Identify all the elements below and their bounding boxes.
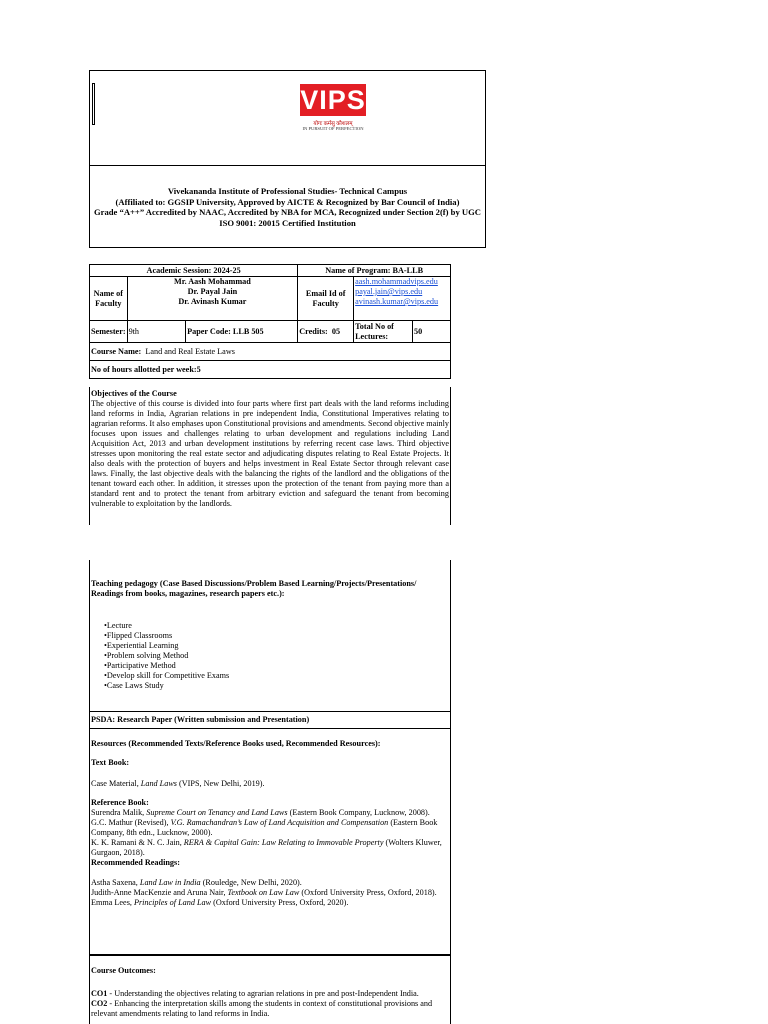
list-item: • Problem solving Method — [104, 651, 450, 661]
credits — [298, 321, 354, 343]
recommended-readings-label: Recommended Readings: — [91, 858, 180, 867]
ref-author: G.C. Mathur (Revised), — [91, 818, 171, 827]
faculty-label: Name of Faculty — [90, 277, 128, 321]
lectures-value: 50 — [413, 321, 451, 343]
ref-title: V.G. Ramachandran’s Law of Land Acquisition and Compensation — [170, 818, 389, 827]
course-name: Land and Real Estate Laws — [145, 346, 235, 356]
logo-tagline-hindi: योगः कर्मसु कौशलम् — [313, 121, 353, 127]
reference-entry — [90, 838, 450, 858]
ref-publisher: (Wolters Kluwer, Gurgaon, 2018). — [91, 838, 442, 857]
program-name: Name of Program: BA-LLB — [298, 265, 451, 277]
list-item: • Experiential Learning — [104, 641, 450, 651]
institute-iso: ISO 9001: 20015 Certified Institution — [219, 217, 356, 228]
outcome-item — [90, 989, 450, 999]
ref-publisher: (Eastern Book Company, Lucknow, 2008). — [287, 808, 430, 817]
email-link[interactable]: aash.mohammadvips.edu — [355, 277, 438, 286]
reference-entry — [90, 818, 450, 838]
academic-session: Academic Session: 2024-25 — [90, 265, 298, 277]
institute-accreditation: Grade “A++” Accredited by NAAC, Accredited by NBA for MCA, Recognized under Section 2(f) by UGC — [93, 207, 481, 218]
course-name-row — [90, 343, 451, 361]
email-label: Email Id of Faculty — [298, 277, 354, 321]
semester-label: Semester: — [90, 321, 128, 343]
reading-publisher: (Oxford University Press, Oxford, 2020). — [211, 898, 349, 907]
faculty-names — [127, 277, 298, 321]
reading-entry — [90, 878, 450, 888]
email-link[interactable]: payal.jain@vips.edu — [355, 287, 423, 296]
reading-title: Principles of Land Law — [133, 898, 212, 907]
semester-value: 9th — [127, 321, 186, 343]
reading-publisher: (Oxford University Press, Oxford, 2018). — [299, 888, 437, 897]
psda-row — [90, 711, 450, 728]
text-book-label: Text Book: — [91, 758, 130, 767]
text-book-title: Land Laws — [140, 779, 177, 788]
faculty-name: Mr. Aash Mohammad — [173, 277, 251, 286]
objectives-text: The objective of this course is divided into four parts where first part deals with the land reforms including land reforms in India, Agrarian relations in pre independent India, Constitutional Imperatives relating to agrarian reforms. It also emphases upon Constitutional provisions and amendments. Second objective mainly focuses upon issues and challenges relating to urban development and regulations including Land Acquisition Act, 2013 and urban development institutions by referring recent case laws. Third objective stresses upon monitoring the real estate sector and adjudicating disputes relating to Real Estate Projects. It also deals with the protection of buyers and helps investment in Real Estate Sector through relevant case laws. Finally, the last objective deals with the balancing the rights of the landlord and the obligations of the tenant toward each other. In addition, it stresses upon the protection of the tenant from paying more than a standard rent and to protect the tenant from arbitrary eviction and safeguard the tenant from becoming vulnerable to exploitation by the landlords. — [91, 399, 449, 508]
faculty-name: Dr. Payal Jain — [187, 287, 238, 296]
reading-entry — [90, 898, 450, 908]
header-box — [89, 70, 486, 248]
resources-title: Resources (Recommended Texts/Reference Books used, Recommended Resources): — [91, 739, 381, 748]
reading-title: Textbook on Law Law — [227, 888, 300, 897]
vips-logo: VIPS — [300, 85, 366, 115]
list-item: • Case Laws Study — [104, 681, 450, 691]
outcome-item — [90, 999, 450, 1019]
credits-value: 05 — [331, 326, 341, 336]
objectives-section — [89, 387, 451, 525]
pedagogy-title: Teaching pedagogy (Case Based Discussions/Problem Based Learning/Projects/Presentations/ Readings from books, magazines, research papers etc.): — [91, 579, 417, 598]
list-item: • Flipped Classrooms — [104, 631, 450, 641]
ref-title: Supreme Court on Tenancy and Land Laws — [146, 808, 288, 817]
text-book-publisher: (VIPS, New Delhi, 2019). — [176, 779, 265, 788]
course-info-table — [89, 264, 451, 379]
pedagogy-section — [90, 560, 450, 711]
header-left-mark — [92, 83, 95, 125]
logo-tagline: IN PURSUIT OF PERFECTION — [302, 126, 364, 131]
psda-text: PSDA: Research Paper (Written submission and Presentation) — [91, 715, 310, 724]
pedagogy-list — [90, 621, 450, 691]
reading-author: Judith-Anne MacKenzie and Aruna Nair, — [91, 888, 228, 897]
resources-section — [90, 728, 450, 954]
reading-author: Astha Saxena, — [91, 878, 140, 887]
credits-label: Credits: — [299, 326, 328, 336]
reading-publisher: (Rouledge, New Delhi, 2020). — [200, 878, 302, 887]
outcomes-title: Course Outcomes: — [91, 966, 156, 975]
outcome-label: CO1 — [91, 989, 108, 998]
reading-title: Land Law in India — [139, 878, 201, 887]
list-item: • Lecture — [104, 621, 450, 631]
outcome-text: - Enhancing the interpretation skills among the students in context of constitutional provisions and relevant amendments relating to land reforms in India. — [91, 999, 433, 1018]
institute-name: Vivekananda Institute of Professional Studies- Technical Campus — [167, 186, 408, 196]
syllabus-continued — [89, 560, 451, 1024]
institute-info — [90, 186, 485, 228]
text-book-entry — [90, 779, 450, 789]
text-book-author: Case Material, — [91, 779, 141, 788]
reading-entry — [90, 888, 450, 898]
objectives-title: Objectives of the Course — [91, 389, 177, 398]
faculty-emails — [354, 277, 451, 321]
faculty-name: Dr. Avinash Kumar — [178, 297, 247, 306]
reference-book-label: Reference Book: — [91, 798, 149, 807]
ref-title: RERA & Capital Gain: Law Relating to Immovable Property — [183, 838, 384, 847]
course-name-label: Course Name: — [91, 346, 142, 356]
outcome-label: CO2 — [91, 999, 108, 1008]
hours-per-week: No of hours allotted per week:5 — [90, 361, 451, 379]
reading-author: Emma Lees, — [91, 898, 134, 907]
ref-publisher: (Eastern Book Company, 8th edn., Lucknow, 2000). — [91, 818, 438, 837]
outcome-text: - Understanding the objectives relating to agrarian relations in pre and post-Independent India. — [107, 989, 419, 998]
list-item: • Develop skill for Competitive Exams — [104, 671, 450, 681]
reference-entry — [90, 808, 450, 818]
lectures-label: Total No of Lectures: — [354, 321, 413, 343]
ref-author: Surendra Malik, — [91, 808, 147, 817]
email-link[interactable]: avinash.kumar@vips.edu — [355, 297, 439, 306]
institute-affiliation: (Affiliated to: GGSIP University, Approved by AICTE & Recognized by Bar Council of India) — [115, 196, 460, 207]
outcomes-section — [90, 954, 450, 1019]
header-divider — [90, 165, 485, 166]
paper-code: Paper Code: LLB 505 — [186, 321, 298, 343]
list-item: • Participative Method — [104, 661, 450, 671]
ref-author: K. K. Ramani & N. C. Jain, — [91, 838, 184, 847]
